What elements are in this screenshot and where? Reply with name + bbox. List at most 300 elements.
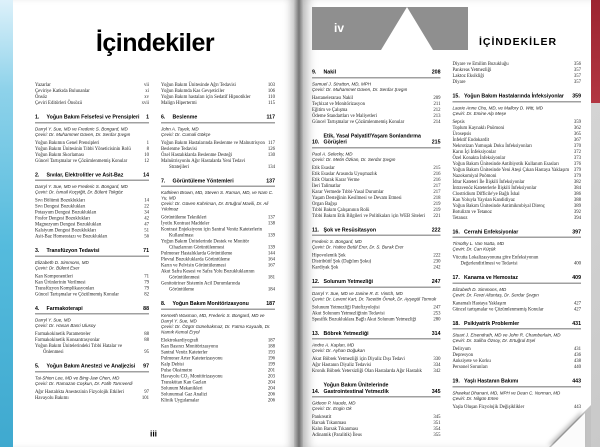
toc-front-matter xyxy=(35,82,149,106)
toc-entry-label: Toplum Kaynaklı Pnömoni xyxy=(452,125,505,131)
toc-entry-page: 214 xyxy=(433,119,441,125)
toc-frontmatter-entry xyxy=(35,100,149,106)
toc-entry-page: 357 xyxy=(573,79,581,85)
toc-entry-page: 88 xyxy=(144,337,149,343)
toc-entry-label: Karın İçi İnfeksiyonlar xyxy=(452,149,497,155)
toc-chapter-title: Yoğun Bakım Ünitelerinde Gastrointestinal Yetmezlik xyxy=(323,382,389,395)
toc-chapter-translators: Çeviri: Dr. Muhammet Güven, Dr. Serdar Şıvgın xyxy=(312,86,408,92)
toc-chapter-title: Beslenme xyxy=(172,114,198,120)
toc-entry-page: 188 xyxy=(267,343,275,349)
toc-chapter-title: Cerrahi Enfeksiyonlar xyxy=(464,228,519,235)
toc-entry xyxy=(35,395,149,401)
toc-chapter-title: Psikiyatrik Problemler xyxy=(464,320,520,327)
toc-entry-label: Laktoz Eksikliği xyxy=(452,73,485,79)
toc-entry xyxy=(312,368,441,374)
toc-chapter-number: 16. xyxy=(452,228,460,235)
toc-chapter xyxy=(35,305,149,355)
toc-chapter xyxy=(453,320,582,370)
toc-entry xyxy=(453,306,582,312)
toc-chapter-translators: Çeviri: Dr. Fevzi Altuntaş, Dr. Serdar Şıvgın xyxy=(452,292,539,298)
page-title: İçindekiler xyxy=(95,28,215,57)
right-page-content xyxy=(303,0,591,447)
left-page-number: iii xyxy=(149,429,158,439)
toc-entry-label: Tıbbi Bakım Çalışanının Rolü xyxy=(312,207,370,213)
toc-chapter-translators: Çeviri: Dr. Bülent Eser xyxy=(35,265,80,271)
toc-entry-label: Özel Konakta İnfeksiyonlar xyxy=(452,155,506,161)
toc-entry-page: 359 xyxy=(573,119,581,125)
toc-entry-label: Yoğun Bakım Ünitesinde Antibiyotik Kullanım Esasları xyxy=(452,161,559,167)
toc-entry-page: 212 xyxy=(433,107,441,113)
toc-entry-page: 101 xyxy=(141,395,149,401)
toc-entry-label: Personel Sorunları xyxy=(452,364,488,370)
toc-entry-label: Yoğun Bakım Ünitesinin Tıbbi Yöneticisinin Rolü xyxy=(35,146,131,152)
toc-chapter-page: 187 xyxy=(266,300,275,307)
toc-entry-label: İyotlu Kontrast Maddeler xyxy=(161,221,210,226)
toc-entry-label: Organ Bağışı xyxy=(312,201,338,207)
toc-entry xyxy=(312,265,441,271)
toc-entry-label: Hipovolemik Şok xyxy=(312,253,346,258)
toc-entry-label: Hastanelerarası Nakil xyxy=(312,95,354,101)
toc-chapter-authors: Darryl Y. Sue, MD ve Frederic S. Bongard, MD xyxy=(35,126,128,132)
toc-entry-label: Havayolu CO₂ Monitörizasyonu xyxy=(161,373,223,379)
toc-entry-label: Pulmoner Hastalıklarda Görüntüleme xyxy=(161,251,233,256)
toc-entry xyxy=(161,227,275,239)
toc-entry-label: Güncel Tartışmalar ve Çözümlenmemiş Konular xyxy=(35,158,128,164)
toc-entry-page: 139 xyxy=(267,233,275,238)
toc-chapter-translators: Çeviri: Dr. Emine Alp Meşe xyxy=(452,110,507,116)
toc-entry-page: 384 xyxy=(573,185,581,191)
toc-chapter-authors: Andre A. Kaplan, MD xyxy=(312,342,355,348)
toc-chapter xyxy=(453,275,582,313)
toc-entry-page: 1 xyxy=(146,140,149,146)
toc-entry xyxy=(161,239,275,251)
toc-chapter-title: Farmakoterapi xyxy=(46,305,83,312)
book-cover-edge-left xyxy=(0,0,13,447)
toc-entry-label: Kalın Barsak Tıkanması xyxy=(312,426,359,432)
toc-continuation xyxy=(453,61,582,85)
toc-chapter-authors: Tai-Shion Lee, MD ve Bing-Jaw Chen, MD xyxy=(35,375,120,381)
toc-chapter-number: 7. xyxy=(161,177,166,184)
toc-chapter-number: 2. xyxy=(35,171,40,178)
toc-chapter-page: 247 xyxy=(431,278,441,285)
toc-chapter-title: Yoğun Bakım Anestezi ve Analjezisi xyxy=(46,363,136,369)
toc-chapter-heading xyxy=(453,320,582,329)
toc-entry xyxy=(35,234,149,240)
toc-chapter-translators: Çeviri: Dr. Hasan Basri Ulusoy xyxy=(35,323,96,328)
toc-entry xyxy=(312,119,441,125)
toc-chapter-heading xyxy=(312,133,441,149)
toc-entry-label: Çeviri Editörleri Önsözü xyxy=(35,100,82,106)
toc-entry-list xyxy=(35,389,149,401)
toc-entry-page: 342 xyxy=(433,368,441,374)
toc-entry-label: Eğitim ve Çalışma xyxy=(312,107,348,113)
toc-chapter-heading xyxy=(161,114,275,123)
toc-chapter-heading xyxy=(312,330,441,339)
toc-chapter-heading xyxy=(161,178,275,187)
toc-entry xyxy=(161,158,275,170)
toc-entry xyxy=(453,215,582,221)
toc-entry-page: 438 xyxy=(573,358,581,364)
toc-entry-page: 356 xyxy=(573,61,581,67)
toc-chapter-translators: Çeviri: Dr. Saliha Özsoy, Dr. Ertuğrul Eşel xyxy=(452,338,536,343)
toc-entry-label: Klinik Uygulamalar xyxy=(161,397,200,403)
toc-chapter xyxy=(312,227,441,271)
toc-chapter-authors: Kathleen Brown, MD, Steven S. Raman, MD, ve Nam C. Yu, MD xyxy=(161,190,274,201)
toc-chapter xyxy=(35,172,149,240)
toc-entry-page: 389 xyxy=(573,203,581,209)
toc-chapter-number: 1. xyxy=(35,114,40,120)
page-curl xyxy=(551,413,585,447)
toc-chapter xyxy=(35,363,149,401)
toc-entry-label: Kalsiyum Dengesi Bozuklukları xyxy=(35,228,97,233)
toc-entry-page: 379 xyxy=(573,167,581,173)
running-header xyxy=(312,7,581,50)
toc-entry-label: Kronik Böbrek Yetersizliği Olan Hastalarda Ağır Hastalık xyxy=(312,368,422,374)
toc-entry-list xyxy=(312,253,441,271)
toc-entry-label: Pulmoner Arter Kateterizasyonu xyxy=(161,355,223,361)
toc-entry xyxy=(35,291,149,297)
toc-entry-page: 97 xyxy=(144,389,149,395)
toc-chapter-page: 137 xyxy=(266,177,275,184)
toc-entry-page: 211 xyxy=(433,101,441,107)
toc-chapter-page: 314 xyxy=(431,330,441,337)
toc-entry-label: Vücutta Lokalizasyonuna göre Enfeksiyonun Değerlendirilmesi ve Tedavisi xyxy=(452,255,539,266)
toc-chapter-authors: Elizabeth D. Simmons, MD xyxy=(35,259,89,265)
toc-entry xyxy=(161,397,275,403)
toc-entry-label: Çeviriye Katkıda Bulunanlar xyxy=(35,88,90,94)
toc-entry-page: 394 xyxy=(573,215,581,221)
toc-entry-label: Malnütrisyonlu Ağır Hastalarda Yeni Tedavi Stratejileri xyxy=(161,158,246,170)
toc-entry-page: 106 xyxy=(267,88,275,94)
toc-entry-page: 95 xyxy=(144,349,149,355)
toc-entry xyxy=(35,158,149,164)
toc-entry-list xyxy=(161,337,275,403)
toc-chapter-number: 15. xyxy=(452,93,460,99)
toc-entry-label: Pankreas Yetmezliği xyxy=(452,67,492,73)
toc-chapter-translators: Çeviri: Dr. Özgür Günebakmaz, Dr. Fatma Kayaaltı, Dr. Namık Kemal Eryol xyxy=(161,323,271,335)
toc-entry-label: Kan Ürünlerinin Verilmesi xyxy=(35,279,86,285)
toc-entry-label: Botulizm ve Tetanoz xyxy=(452,209,492,215)
toc-entry-page: 355 xyxy=(433,432,441,438)
toc-entry xyxy=(161,100,275,106)
toc-entry-label: Genitoüriner Sistemin Acil Durumlarında Görüntüleme xyxy=(161,281,241,292)
toc-chapter-number: 8. xyxy=(161,300,166,307)
toc-chapter-heading xyxy=(312,69,441,78)
toc-entry-label: Transfüzyon Komplikasyonları xyxy=(35,285,95,291)
toc-entry-list xyxy=(453,255,582,267)
toc-chapter-authors: Stuart J. Eisendrath, MD ve John R. Chamberlain, MD xyxy=(452,332,561,338)
toc-chapter-authors: Paul A. Selecky, MD xyxy=(312,151,353,157)
toc-entry-label: Ödeme Standartları ve Maliyetleri xyxy=(312,113,378,119)
toc-chapter xyxy=(161,178,275,293)
toc-entry-page: 372 xyxy=(573,149,581,155)
toc-entry-label: Yoğun Bakım Skorlaması xyxy=(35,152,84,158)
toc-chapter-translators: Çeviri: Dr. Can Küçük xyxy=(452,246,496,252)
toc-entry-page: 71 xyxy=(144,273,149,279)
toc-chapter-title: Böbrek Yetmezliği xyxy=(323,330,369,337)
toc-entry-page: 88 xyxy=(144,331,149,337)
toc-entry-label: Karar Vermede Tıbbi-Yasal Durumlar xyxy=(312,189,384,195)
toc-entry-label: Transkütan Kan Gazları xyxy=(161,379,207,385)
toc-entry-page: 193 xyxy=(267,349,275,355)
toc-entry-label: Kanamalı Hastaya Yaklaşım xyxy=(452,300,507,306)
toc-chapter-authors: Laurie Anne Chu, MD, ve Mallory D. Witt, MD xyxy=(452,105,543,111)
toc-chapter-page: 215 xyxy=(431,139,441,145)
toc-chapter-heading xyxy=(35,363,149,372)
toc-entry-page: 164 xyxy=(267,257,275,262)
toc-entry-page: 427 xyxy=(573,300,581,306)
toc-entry-label: Ağır Hastanın Diyaliz Tedavisi xyxy=(312,362,372,368)
toc-entry-label: Güncel Tartışmalar ve Çözülmemiş Konular xyxy=(35,291,120,297)
toc-entry-label: Kalp Debisi xyxy=(161,361,184,367)
toc-chapter-page: 117 xyxy=(266,114,275,120)
toc-chapter-title: Yoğun Bakım Felsefesi ve Prensipleri xyxy=(46,114,140,120)
toc-entry-label: Barsak Tıkanması xyxy=(312,420,347,426)
toc-chapter-number: 9. xyxy=(312,69,317,75)
toc-chapter-page: 431 xyxy=(572,320,581,327)
toc-chapter xyxy=(161,114,275,170)
toc-chapter-translators: Çeviri: Dr. Metin Özkan, Dr. Serdar Şıvgın xyxy=(312,156,396,162)
toc-chapter-authors: Gideon P. Naude, MD xyxy=(312,400,356,406)
toc-entry-page: 187 xyxy=(267,337,275,343)
toc-entry-label: Yoğun Bakımda Kas Gevşeticiler xyxy=(161,88,225,94)
toc-entry-label: Akut Safra Kesesi ve Safra Yolu Bozukluklarının Görüntülenmesi xyxy=(161,269,255,280)
toc-entry-page: 367 xyxy=(573,137,581,143)
toc-chapter xyxy=(35,248,149,298)
toc-entry-page: 196 xyxy=(267,355,275,361)
toc-chapter-translators: Çeviri: Dr. Ramazan Coşkun, Dr. Fatih Tanrıverdi xyxy=(35,380,133,386)
toc-entry-list xyxy=(453,119,582,221)
toc-entry-page: 247 xyxy=(433,304,441,310)
toc-chapter-number: 11. xyxy=(312,226,320,233)
toc-entry-page: 334 xyxy=(433,362,441,368)
toc-chapter-translators: Çeviri: Dr. Güven Kahriman, Dr. Ertuğrul Mavili, Dr. Ali Yıkılmaz xyxy=(161,201,269,212)
toc-entry-page: 222 xyxy=(433,253,441,258)
toc-entry-page: 199 xyxy=(267,361,275,367)
toc-entry-page: 134 xyxy=(267,164,275,170)
toc-entry-label: Santral Venöz Kateterler xyxy=(161,349,208,355)
toc-chapter-title: Etik, Yasal Palyatif/Yaşam Sonlandırma Görüşleri xyxy=(323,132,421,145)
toc-entry-page: 354 xyxy=(433,426,441,432)
toc-entry-page: 362 xyxy=(573,125,581,131)
toc-chapter-page: 88 xyxy=(143,305,149,312)
toc-chapter-authors: Samuel J. Stratton, MD, MPH xyxy=(312,81,372,87)
toc-entry-page: 8 xyxy=(146,146,149,152)
left-page-column-2 xyxy=(161,82,275,403)
left-page-columns xyxy=(35,82,275,403)
toc-entry-list xyxy=(453,300,582,312)
toc-entry-page: 400 xyxy=(573,261,581,266)
right-page-columns xyxy=(312,61,581,438)
toc-entry-list xyxy=(312,165,441,219)
toc-entry-page: xi xyxy=(145,88,149,94)
right-page xyxy=(303,0,591,447)
toc-entry-page: 139 xyxy=(267,245,275,250)
toc-entry-label: Solunum Yetmezliği Patofizyolojisi xyxy=(312,304,380,310)
toc-entry-label: Yaşam Desteğinin Kesilmesi ve Devam Etmesi xyxy=(312,195,402,201)
toc-entry-label: Adinamik (Paralitik) İleus xyxy=(312,432,362,438)
toc-entry-label: Asit-Baz Homeostazı ve Bozuklukları xyxy=(35,234,108,239)
toc-chapter-number: 12. xyxy=(312,278,320,285)
toc-chapter xyxy=(312,330,441,374)
right-page-number: iv xyxy=(334,21,345,35)
toc-chapter-authors: Darryl Y. Sue, MD ve Frederic S. Bongard, MD xyxy=(35,184,128,189)
toc-chapter-authors: Darryl Y. Sue, MD xyxy=(35,317,71,323)
toc-chapter-authors: Darryl Y. Sue, MD ve Janine R. E. Vintch, MD xyxy=(312,290,403,296)
toc-entry-page: 12 xyxy=(144,158,149,164)
toc-entry-label: Yaşla Oluşan Fizyolojik Değişiklikler xyxy=(452,404,525,410)
toc-entry-page: 230 xyxy=(433,259,441,264)
toc-entry-label: Yoğun Bakım hastaları için Sedatif Hipnotikler xyxy=(161,94,251,100)
toc-entry xyxy=(35,343,149,355)
toc-entry-page: 357 xyxy=(573,67,581,73)
toc-entry-page: 357 xyxy=(573,73,581,79)
toc-entry-label: Havayolu Bakımı xyxy=(35,395,69,401)
toc-entry-label: Yoğun Bakımın Genel Prensipleri xyxy=(35,140,100,146)
header-notch-triangle xyxy=(381,7,433,50)
toc-entry-page: 382 xyxy=(573,179,581,185)
toc-entry-page: 79 xyxy=(144,285,149,291)
toc-chapter-number: 18. xyxy=(452,320,460,327)
toc-entry-page: 280 xyxy=(433,316,441,322)
toc-chapter xyxy=(312,133,441,219)
toc-entry-page: 203 xyxy=(267,373,275,379)
toc-entry-page: 206 xyxy=(267,391,275,397)
toc-chapter-title: Şok ve Resüsitasyon xyxy=(323,226,377,233)
toc-entry-label: Önsöz xyxy=(35,94,48,100)
toc-entry-page: 365 xyxy=(573,131,581,137)
toc-entry-page: 115 xyxy=(268,100,275,106)
toc-entry-label: Yazarlar xyxy=(35,82,51,88)
toc-entry-page: 217 xyxy=(433,183,441,189)
toc-chapter-heading xyxy=(453,275,582,284)
toc-entry-page: 376 xyxy=(573,161,581,167)
toc-entry-page: 216 xyxy=(433,177,441,183)
toc-entry-page: 10 xyxy=(144,152,149,158)
toc-entry-label: Farmakokinetik Konsantrasyonlar xyxy=(35,337,100,343)
toc-entry xyxy=(161,281,275,293)
toc-entry xyxy=(453,79,582,85)
toc-entry-label: Kontrast Enjeksiyonu için Santral Venöz Kateterlerin Kullanılması xyxy=(161,227,263,238)
toc-chapter-authors: Frederic S. Bongard, MD xyxy=(312,239,362,244)
toc-entry-label: Plevral Bozukluklarda Görüntüleme xyxy=(161,257,230,262)
toc-entry xyxy=(312,213,441,219)
toc-entry-label: Yoğun Bakım Ünitesinde Yeni Ateşi Çıkan Hastaya Yaklaşım xyxy=(452,167,570,173)
toc-chapter-title: Yoğun Bakım Hastalarında İnfeksiyonlar xyxy=(464,93,564,99)
toc-entry-label: Distribütif Şok (Dağılım Şoku) xyxy=(312,259,372,264)
toc-entry-label: Deliryum xyxy=(452,346,471,352)
toc-chapter-heading xyxy=(35,172,149,181)
toc-entry-page: 110 xyxy=(268,94,275,100)
toc-entry-label: Kan Basıncı Monitörizasyonu xyxy=(161,343,218,349)
toc-entry-page: vii xyxy=(143,82,149,88)
toc-entry-list xyxy=(161,140,275,170)
toc-entry-page: 22 xyxy=(144,204,149,209)
toc-chapter-number: 4. xyxy=(35,305,40,312)
toc-entry-label: Yoğun Bakım Ünitelerindeki Tıbbi Hatalar ve Önlenmesi xyxy=(35,343,123,355)
toc-entry-label: Nazokomiyal Pnömoni xyxy=(452,173,497,179)
toc-entry-page: 373 xyxy=(573,155,581,161)
toc-entry-page: 436 xyxy=(573,352,581,358)
toc-chapter-title: Yoğun Bakım Monitörizasyonu xyxy=(172,300,249,307)
toc-entry-page: 443 xyxy=(573,404,581,410)
toc-chapter-heading xyxy=(453,229,582,238)
running-header-title: İÇİNDEKİLER xyxy=(479,36,558,48)
toc-entry-page: 219 xyxy=(433,201,441,207)
toc-entry-label: Beslenme Tedavisi xyxy=(161,146,197,152)
toc-entry-page: 181 xyxy=(267,275,275,280)
toc-chapter-heading xyxy=(453,378,582,387)
toc-entry-label: Teçhizat ve Monitörizasyon xyxy=(312,101,365,107)
toc-entry-label: Malign Hipertermi xyxy=(161,100,197,106)
toc-entry-label: Fosfor Dengesi Bozuklukları xyxy=(35,216,91,221)
toc-chapter-translators: Çeviri: Dr. Hatice Betül Erer, Dr. S. Burak Erer xyxy=(312,244,404,250)
toc-entry-page: 201 xyxy=(267,367,275,373)
toc-entry-label: Elektrokardiyografi xyxy=(161,337,199,343)
toc-chapter-page: 222 xyxy=(431,226,441,233)
toc-entry-page: 117 xyxy=(268,140,275,146)
toc-entry-page: 206 xyxy=(267,397,275,403)
toc-entry-page: 345 xyxy=(433,414,441,420)
toc-entry-page: 386 xyxy=(573,191,581,197)
toc-chapter-number: 14. xyxy=(312,388,320,395)
toc-entry-list xyxy=(312,414,441,438)
toc-chapter-page: 359 xyxy=(572,93,581,99)
toc-chapter-heading xyxy=(35,305,149,314)
toc-chapter-page: 397 xyxy=(572,228,581,235)
toc-entry-page: 388 xyxy=(573,197,581,203)
toc-entry-list xyxy=(35,140,149,164)
toc-entry-label: Sıvı Dengesi Bozuklukları xyxy=(35,204,86,209)
toc-chapter-heading xyxy=(312,279,441,288)
toc-entry-page: 219 xyxy=(433,207,441,213)
toc-entry-page: 217 xyxy=(433,189,441,195)
toc-entry-label: Spesifik Bozukluklara Bağlı Akut Solunum Yetmezliği xyxy=(312,316,417,322)
toc-entry-label: Güncel tartışmalar ve Çözümlenmemiş Konular xyxy=(452,306,544,312)
toc-chapter-authors: Shawkat Dhanani, MD, MPH ve Dean C. Norman, MD xyxy=(452,390,561,396)
toc-entry-label: Kan Yoluyla Yayılan Kandidiyaz xyxy=(452,197,515,203)
toc-chapter-number: 6. xyxy=(161,114,166,120)
toc-chapter-page: 409 xyxy=(572,274,581,281)
toc-chapter-authors: Timothy L. Van Natta, MD xyxy=(452,241,505,246)
toc-entry-label: Akut Böbrek Yetmezliği için Diyaliz Dışı Tedavi xyxy=(312,356,405,362)
toc-entry-page: 126 xyxy=(267,146,275,152)
toc-entry-label: Görüntüleme Teknikleri xyxy=(161,215,207,220)
left-page xyxy=(13,0,294,447)
toc-chapter-title: Yaşlı Hastanın Bakımı xyxy=(464,378,519,384)
left-page-content xyxy=(13,0,294,447)
toc-entry-label: İdrar Kateteri İle İlişkili İnfeksiyonlar xyxy=(452,179,525,185)
toc-chapter-page: 97 xyxy=(143,363,149,369)
toc-entry-page: xvii xyxy=(141,100,149,106)
toc-entry-list xyxy=(161,215,275,293)
toc-entry-page: 351 xyxy=(433,420,441,426)
toc-entry-label: Akut Solunum Yetmezliğinin Tedavisi xyxy=(312,310,385,316)
toc-entry-page: 51 xyxy=(144,228,149,233)
right-page-column-1 xyxy=(312,61,441,438)
toc-continuation xyxy=(161,82,275,106)
toc-entry-label: Etik Esaslar xyxy=(312,165,335,171)
toc-entry-page: 427 xyxy=(573,306,581,312)
toc-entry-label: Yoğun Bakım Hastalarında Beslenme ve Malnutrisyon xyxy=(161,140,265,146)
toc-chapter-page: 208 xyxy=(431,69,441,75)
toc-chapter-number: 5. xyxy=(35,363,40,369)
toc-chapter xyxy=(453,93,582,221)
toc-entry-page: 14 xyxy=(144,198,149,203)
toc-entry-label: Solunum Mekanikleri xyxy=(161,385,203,391)
toc-entry-list xyxy=(35,198,149,240)
toc-entry-page: 130 xyxy=(267,152,275,158)
